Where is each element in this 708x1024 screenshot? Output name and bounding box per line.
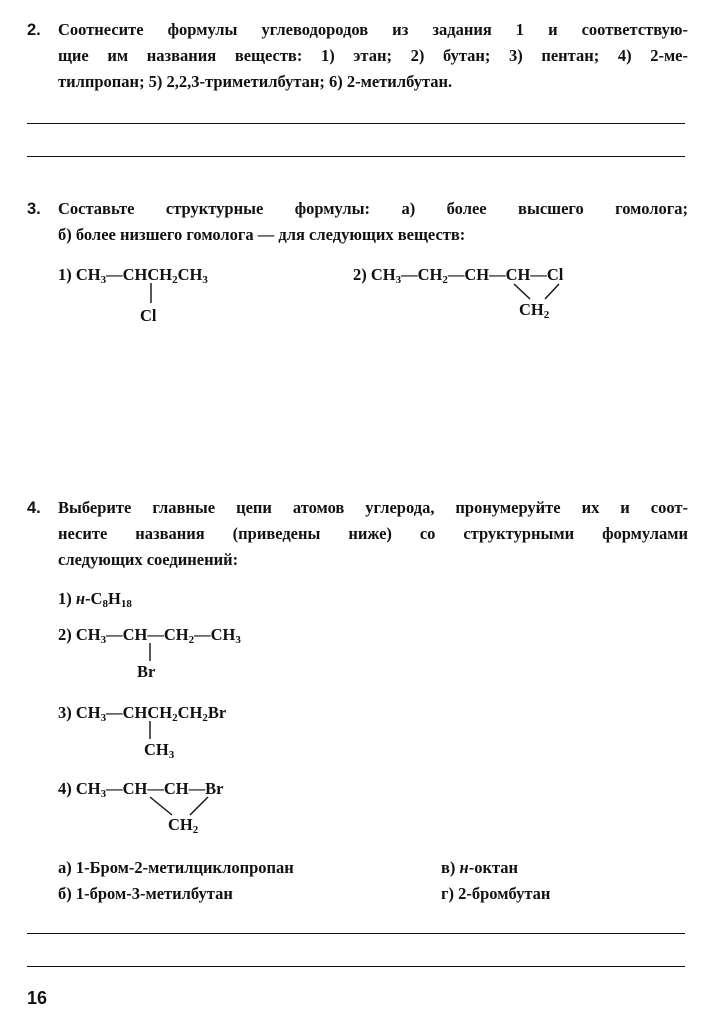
- task-3-line-1: Составьте структурные формулы: а) более высшего гомолога;: [58, 199, 688, 218]
- ring-task3-f2-right: [545, 284, 559, 299]
- task-2-line-1: Соотнесите формулы углеводородов из задания 1 и соответствую-: [58, 20, 688, 39]
- name-option-b: б) 1-бром-3-метилбутан: [58, 884, 233, 903]
- task-2-number: 2.: [27, 21, 41, 39]
- name-option-v: в) н-октан: [441, 858, 519, 877]
- task-2-line-3: тилпропан; 5) 2,2,3-триметилбутан; 6) 2-метилбутан.: [58, 72, 453, 91]
- task4-formula-3: 3) $CH_3—CHCH_2CH_2Br$: [58, 703, 227, 724]
- task4-formula-4: 4) $CH_3—CH—CH—Br$: [58, 779, 224, 800]
- task4-formula-1: 1) $н-C_8H_{18}$: [58, 589, 132, 610]
- task4-formula-2-substituent: Br: [137, 662, 156, 681]
- ring-task4-f4-right: [190, 797, 208, 815]
- task4-formula-4-ring: $CH_2$: [168, 815, 199, 836]
- task-4-number: 4.: [27, 499, 41, 517]
- answer-line: [27, 966, 685, 967]
- name-option-a: а) 1-Бром-2-метилциклопропан: [58, 858, 294, 877]
- ring-task4-f4-left: [150, 797, 172, 815]
- task4-formula-2: 2) $CH_3—CH—CH_2—CH_3$: [58, 625, 241, 646]
- task3-formula-1: 1) $CH_3—CHCH_2CH_3$: [58, 265, 208, 286]
- task-4-line-2: несите названия (приведены ниже) со структурными формулами: [58, 524, 688, 543]
- page-number: 16: [27, 988, 48, 1008]
- name-option-g: г) 2-бромбутан: [441, 884, 551, 903]
- answer-line: [27, 933, 685, 934]
- task-3-line-2: б) более низшего гомолога — для следующих веществ:: [58, 225, 466, 244]
- task-4-line-1: Выберите главные цепи атомов углерода, пронумеруйте их и соот-: [58, 498, 688, 517]
- task-2-line-2: щие им названия веществ: 1) этан; 2) бутан; 3) пентан; 4) 2-ме-: [58, 46, 688, 65]
- task3-formula-2: 2) $CH_3—CH_2—CH—CH—Cl$: [353, 265, 564, 286]
- ring-task3-f2-left: [514, 284, 530, 299]
- task3-formula-2-ring: $CH_2$: [519, 300, 550, 321]
- task3-formula-1-substituent: Cl: [140, 306, 157, 325]
- task-3-number: 3.: [27, 200, 41, 218]
- task-4-line-3: следующих соединений:: [58, 550, 239, 569]
- task4-formula-3-substituent: $CH_3$: [144, 740, 175, 761]
